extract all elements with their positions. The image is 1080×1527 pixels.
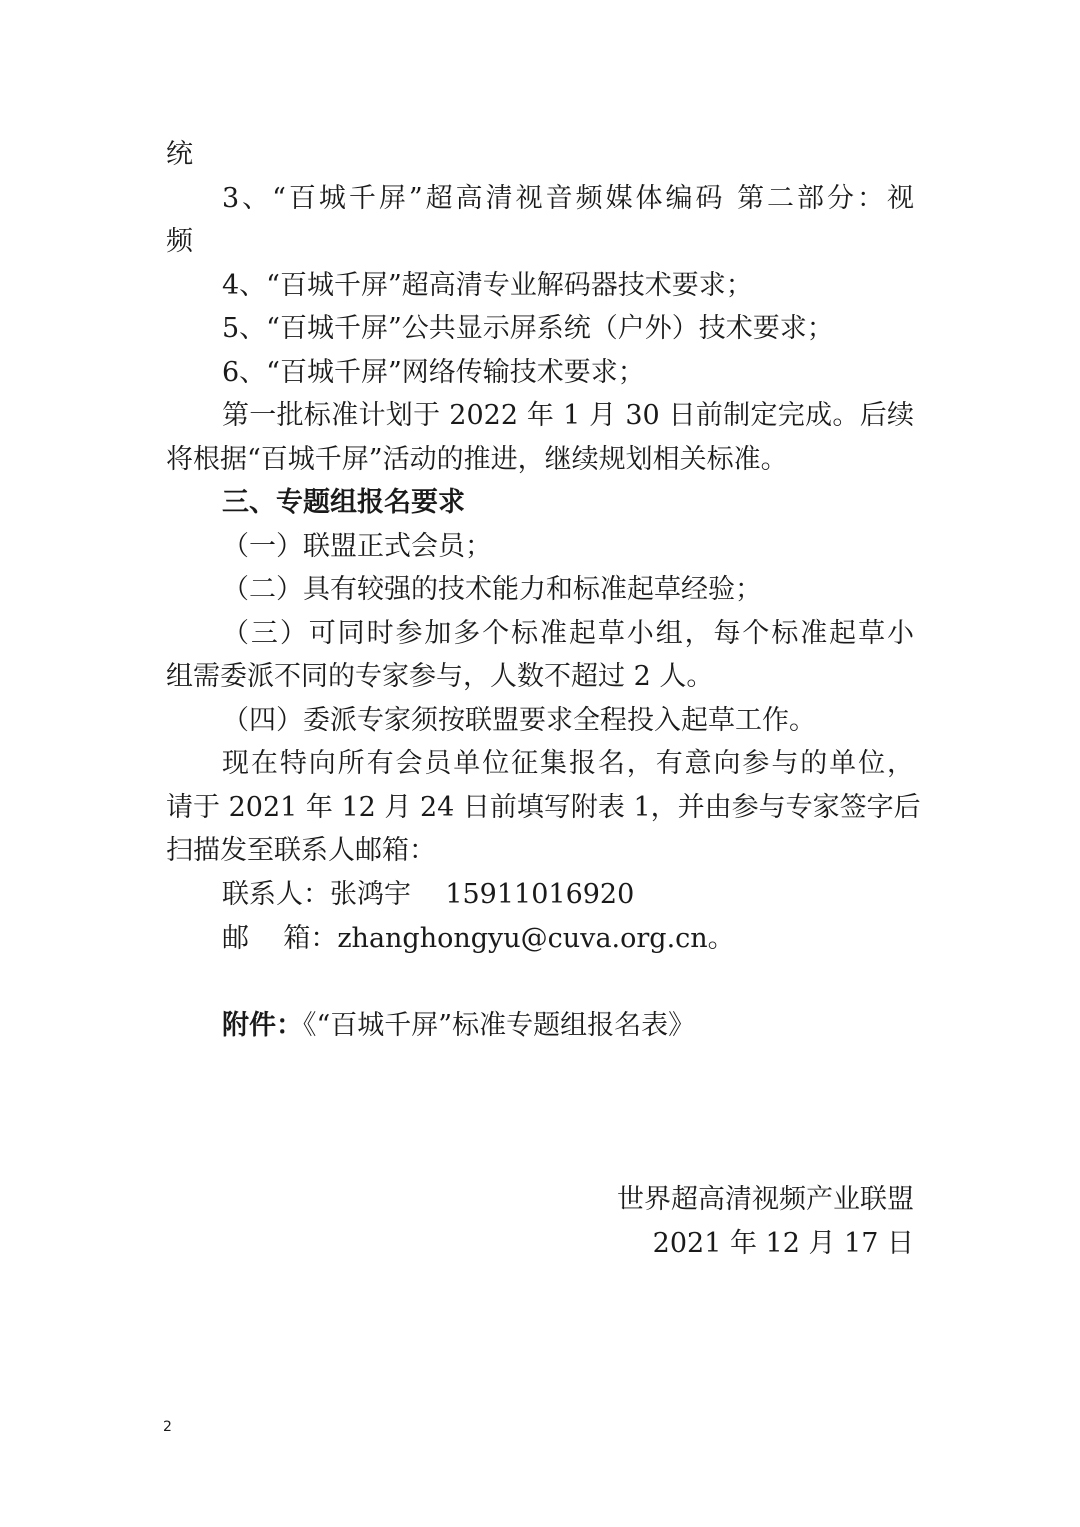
plan-paragraph-line-1: 第一批标准计划于 2022 年 1 月 30 日前制定完成。后续 — [222, 400, 914, 431]
standard-item-6: 6、“百城千屏”网络传输技术要求； — [222, 357, 645, 388]
body-line-1: 统 — [166, 139, 193, 170]
standard-item-5: 5、“百城千屏”公共显示屏系统（户外）技术要求； — [222, 313, 834, 344]
section-heading: 三、专题组报名要求 — [222, 487, 465, 518]
requirement-2: （二）具有较强的技术能力和标准起草经验； — [222, 574, 762, 605]
body-line-3: 频 — [166, 226, 193, 257]
requirement-3-line-2: 组需委派不同的专家参与，人数不超过 2 人。 — [166, 661, 714, 692]
page-number: 2 — [163, 1419, 172, 1435]
call-line-2: 请于 2021 年 12 月 24 日前填写附表 1，并由参与专家签字后 — [166, 792, 921, 823]
requirement-3-line-1: （三）可同时参加多个标准起草小组，每个标准起草小 — [222, 618, 914, 649]
call-line-3: 扫描发至联系人邮箱： — [166, 835, 436, 866]
plan-paragraph-line-2: 将根据“百城千屏”活动的推进，继续规划相关标准。 — [166, 444, 788, 475]
requirement-4: （四）委派专家须按联盟要求全程投入起草工作。 — [222, 705, 816, 736]
contact-email: 邮 箱：zhanghongyu@cuva.org.cn。 — [222, 923, 735, 954]
signature-date: 2021 年 12 月 17 日 — [652, 1228, 914, 1259]
signature-org: 世界超高清视频产业联盟 — [617, 1184, 914, 1215]
call-line-1: 现在特向所有会员单位征集报名，有意向参与的单位， — [222, 748, 914, 779]
standard-item-4: 4、“百城千屏”超高清专业解码器技术要求； — [222, 270, 753, 301]
body-line-2: 3、“百城千屏”超高清视音频媒体编码 第二部分：视 — [222, 183, 914, 214]
attachment-label: 附件： — [222, 1010, 303, 1041]
contact-person: 联系人：张鸿宇 15911016920 — [222, 879, 635, 910]
attachment — [222, 1006, 695, 1046]
requirement-1: （一）联盟正式会员； — [222, 531, 492, 562]
attachment-title: 《“百城千屏”标准专题组报名表》 — [303, 1010, 696, 1041]
